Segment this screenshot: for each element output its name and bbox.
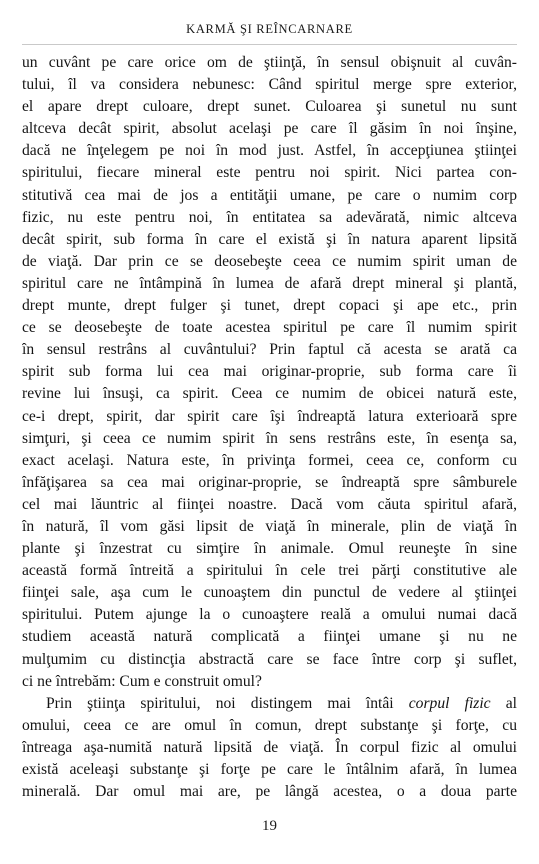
text-line: studiem această natură complicată a fiinţei umane şi nu ne	[22, 628, 517, 646]
text-line: fiinţei sale, aşa cum le cunoaştem din punctul de vedere al ştiinţei	[22, 584, 517, 602]
text-line: simţuri, şi ceea ce numim spirit în sens restrâns este, în esenţa sa,	[22, 429, 517, 447]
text-line: ce-i drept, spirit, dar spirit care îşi îndreaptă latura exterioară spre	[22, 407, 517, 425]
running-head: KARMĂ ŞI REÎNCARNARE	[186, 22, 353, 36]
text-line: mulţumim cu distincţia abstractă care se face între corp şi suflet,	[22, 650, 517, 668]
paragraph-1	[22, 52, 517, 693]
emphasis-text: corpul fizic	[408, 694, 491, 712]
paragraph-2	[22, 693, 517, 803]
header-rule	[22, 44, 517, 45]
text-line-with-emphasis	[22, 693, 517, 715]
text-line: exact acelaşi. Natura este, în privinţa formei, ceea ce, conform cu	[22, 451, 517, 469]
text-line: în natură, îl vom găsi lipsit de viaţă în minerale, plin de viaţă în	[22, 517, 517, 535]
text-line: întreaga aşa-numită natură lipsită de viaţă. În corpul fizic al omului	[22, 738, 517, 756]
text-line: minerală. Dar omul mai are, pe lângă acestea, o a doua parte	[22, 783, 517, 801]
text-line: fizic, nu este pentru noi, în entitatea sa adevărată, nimic altceva	[22, 208, 517, 226]
text-line: ci ne întrebăm: Cum e construit omul?	[22, 672, 262, 690]
text-line: înfăţişarea sa cea mai originar-proprie, se îndreaptă spre sâmburele	[22, 473, 517, 491]
text-line: revine lui însuşi, ca spirit. Ceea ce numim de obicei natură este,	[22, 385, 517, 403]
body-text	[22, 52, 517, 803]
text-line: un cuvânt pe care orice om de ştiinţă, în sensul obişnuit al cuvân-	[22, 54, 517, 71]
text-line: spiritul care ne întâmpină în lumea de afară drept mineral şi plantă,	[22, 274, 517, 292]
text-span: Prin ştiinţa spiritului, noi distingem mai întâi	[46, 694, 409, 712]
text-line: tului, îl va considera nebunesc: Când spiritul merge spre exterior,	[22, 76, 517, 94]
text-line: există aceleaşi substanţe şi forţe pe care le întâlnim afară, în lumea	[22, 761, 517, 778]
page-number: 19	[262, 818, 277, 834]
text-line: în sensul restrâns al cuvântului? Prin faptul că acesta se arată ca	[22, 341, 517, 359]
text-line: de viaţă. Dar prin ce se deosebeşte ceea ce numim spirit uman de	[22, 252, 517, 270]
text-line: spirit sub forma lui cea mai originar-proprie, sub forma care îi	[22, 363, 517, 381]
text-line: drept munte, drept fulger şi tunet, drept copaci şi ape etc., prin	[22, 297, 517, 315]
text-line: ce se deosebeşte de toate acestea spiritul pe care îl numim spirit	[22, 319, 517, 337]
text-line: omului, ceea ce are omul în comun, drept substanţe şi forţe, cu	[22, 716, 517, 734]
text-line: stitutivă cea mai de jos a entităţii umane, pe care o numim corp	[22, 186, 517, 204]
text-line: spiritului. Putem ajunge la o cunoaştere reală a omului numai dacă	[22, 606, 517, 624]
text-line: cel mai lăuntric al fiinţei noastre. Dacă vom căuta spiritul afară,	[22, 495, 517, 513]
text-line: spiritului, fiecare mineral este pentru noi spirit. Nici partea con-	[22, 164, 517, 182]
text-line: decât spirit, sub forma în care el există şi în natura aparent lipsită	[22, 230, 517, 248]
text-line: această formă întreită a spiritului în cele trei părţi constitutive ale	[22, 562, 517, 580]
text-line: dacă ne înţelegem pe noi în mod just. Astfel, în accepţiunea ştiinţei	[22, 142, 517, 160]
text-line: plante şi înzestrat cu simţire în animale. Omul reuneşte în sine	[22, 540, 517, 558]
text-line: el apare drept culoare, drept sunet. Culoarea şi sunetul nu sunt	[22, 98, 517, 116]
text-line: altceva decât spirit, absolut acelaşi pe care îl găsim în noi înşine,	[22, 120, 517, 138]
text-span: al	[490, 694, 517, 712]
